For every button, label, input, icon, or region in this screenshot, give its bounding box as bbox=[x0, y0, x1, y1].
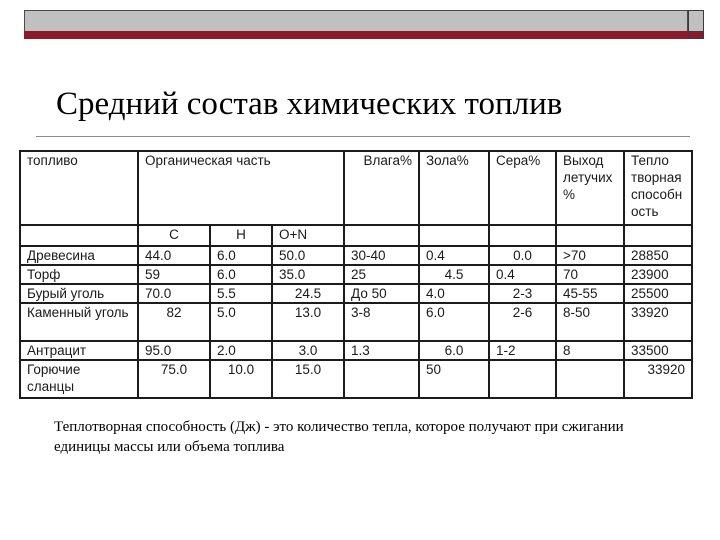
cell-oxygen-nitrogen: 3.0 bbox=[272, 341, 344, 360]
cell-fuel-name: Торф bbox=[20, 265, 138, 284]
header-fuel: топливо bbox=[20, 151, 138, 225]
table-row bbox=[20, 265, 692, 284]
cell-carbon: 59 bbox=[138, 265, 210, 284]
subheader-empty bbox=[20, 225, 138, 246]
cell-ash: 6.0 bbox=[419, 303, 489, 341]
cell-heat-value: 25500 bbox=[624, 284, 692, 303]
title-divider bbox=[36, 136, 690, 137]
cell-sulfur bbox=[489, 360, 556, 398]
subheader-empty bbox=[556, 225, 624, 246]
cell-carbon: 95.0 bbox=[138, 341, 210, 360]
table-subheader-row bbox=[20, 225, 692, 246]
cell-carbon: 75.0 bbox=[138, 360, 210, 398]
cell-ash: 6.0 bbox=[419, 341, 489, 360]
table-row bbox=[20, 303, 692, 341]
cell-heat-value: 23900 bbox=[624, 265, 692, 284]
cell-carbon: 44.0 bbox=[138, 246, 210, 265]
cell-moisture bbox=[344, 360, 419, 398]
cell-ash: 4.5 bbox=[419, 265, 489, 284]
cell-volatiles: 8-50 bbox=[556, 303, 624, 341]
table-row bbox=[20, 341, 692, 360]
header-organic-part: Органическая часть bbox=[138, 151, 344, 225]
cell-hydrogen: 10.0 bbox=[210, 360, 272, 398]
cell-fuel-name: Каменный уголь bbox=[20, 303, 138, 341]
subheader-empty bbox=[344, 225, 419, 246]
subheader-empty bbox=[419, 225, 489, 246]
cell-sulfur: 0.4 bbox=[489, 265, 556, 284]
header-heat-value: Тепло творная способн ость bbox=[624, 151, 692, 225]
cell-volatiles bbox=[556, 360, 624, 398]
cell-hydrogen: 5.0 bbox=[210, 303, 272, 341]
cell-carbon: 70.0 bbox=[138, 284, 210, 303]
table-header-row bbox=[20, 151, 692, 225]
cell-heat-value: 28850 bbox=[624, 246, 692, 265]
cell-ash: 50 bbox=[419, 360, 489, 398]
header-volatiles: Выход летучих % bbox=[556, 151, 624, 225]
cell-heat-value: 33500 bbox=[624, 341, 692, 360]
cell-heat-value: 33920 bbox=[624, 360, 692, 398]
subheader-hydrogen: H bbox=[210, 225, 272, 246]
cell-ash: 4.0 bbox=[419, 284, 489, 303]
cell-fuel-name: Бурый уголь bbox=[20, 284, 138, 303]
header-ash: Зола% bbox=[419, 151, 489, 225]
corner-decor-square bbox=[688, 10, 704, 32]
fuel-composition-table bbox=[19, 150, 693, 399]
cell-oxygen-nitrogen: 35.0 bbox=[272, 265, 344, 284]
cell-ash: 0.4 bbox=[419, 246, 489, 265]
table-row bbox=[20, 246, 692, 265]
table-row bbox=[20, 360, 692, 398]
cell-sulfur: 2-3 bbox=[489, 284, 556, 303]
cell-volatiles: >70 bbox=[556, 246, 624, 265]
cell-hydrogen: 2.0 bbox=[210, 341, 272, 360]
table-row bbox=[20, 284, 692, 303]
cell-hydrogen: 5.5 bbox=[210, 284, 272, 303]
cell-hydrogen: 6.0 bbox=[210, 246, 272, 265]
cell-hydrogen: 6.0 bbox=[210, 265, 272, 284]
cell-moisture: 25 bbox=[344, 265, 419, 284]
subheader-carbon: C bbox=[138, 225, 210, 246]
subheader-empty bbox=[624, 225, 692, 246]
subheader-empty bbox=[489, 225, 556, 246]
cell-fuel-name: Антрацит bbox=[20, 341, 138, 360]
cell-fuel-name: Горючие сланцы bbox=[20, 360, 138, 398]
cell-moisture: 1.3 bbox=[344, 341, 419, 360]
cell-fuel-name: Древесина bbox=[20, 246, 138, 265]
top-decor-bar bbox=[24, 10, 688, 32]
cell-sulfur: 1-2 bbox=[489, 341, 556, 360]
subheader-oxygen-nitrogen: O+N bbox=[272, 225, 344, 246]
cell-moisture: До 50 bbox=[344, 284, 419, 303]
cell-volatiles: 45-55 bbox=[556, 284, 624, 303]
cell-oxygen-nitrogen: 24.5 bbox=[272, 284, 344, 303]
header-sulfur: Сера% bbox=[489, 151, 556, 225]
cell-oxygen-nitrogen: 13.0 bbox=[272, 303, 344, 341]
footnote-definition: Теплотворная способность (Дж) - это количество тепла, которое получают при сжигании единицы массы или объема топлива bbox=[54, 419, 624, 455]
slide-title: Средний состав химических топлив bbox=[56, 86, 563, 122]
cell-sulfur: 0.0 bbox=[489, 246, 556, 265]
cell-carbon: 82 bbox=[138, 303, 210, 341]
cell-moisture: 3-8 bbox=[344, 303, 419, 341]
cell-oxygen-nitrogen: 15.0 bbox=[272, 360, 344, 398]
cell-moisture: 30-40 bbox=[344, 246, 419, 265]
cell-volatiles: 70 bbox=[556, 265, 624, 284]
cell-sulfur: 2-6 bbox=[489, 303, 556, 341]
cell-volatiles: 8 bbox=[556, 341, 624, 360]
header-moisture: Влага% bbox=[344, 151, 419, 225]
top-accent-bar bbox=[24, 31, 688, 39]
cell-heat-value: 33920 bbox=[624, 303, 692, 341]
corner-accent-square bbox=[688, 31, 704, 39]
cell-oxygen-nitrogen: 50.0 bbox=[272, 246, 344, 265]
